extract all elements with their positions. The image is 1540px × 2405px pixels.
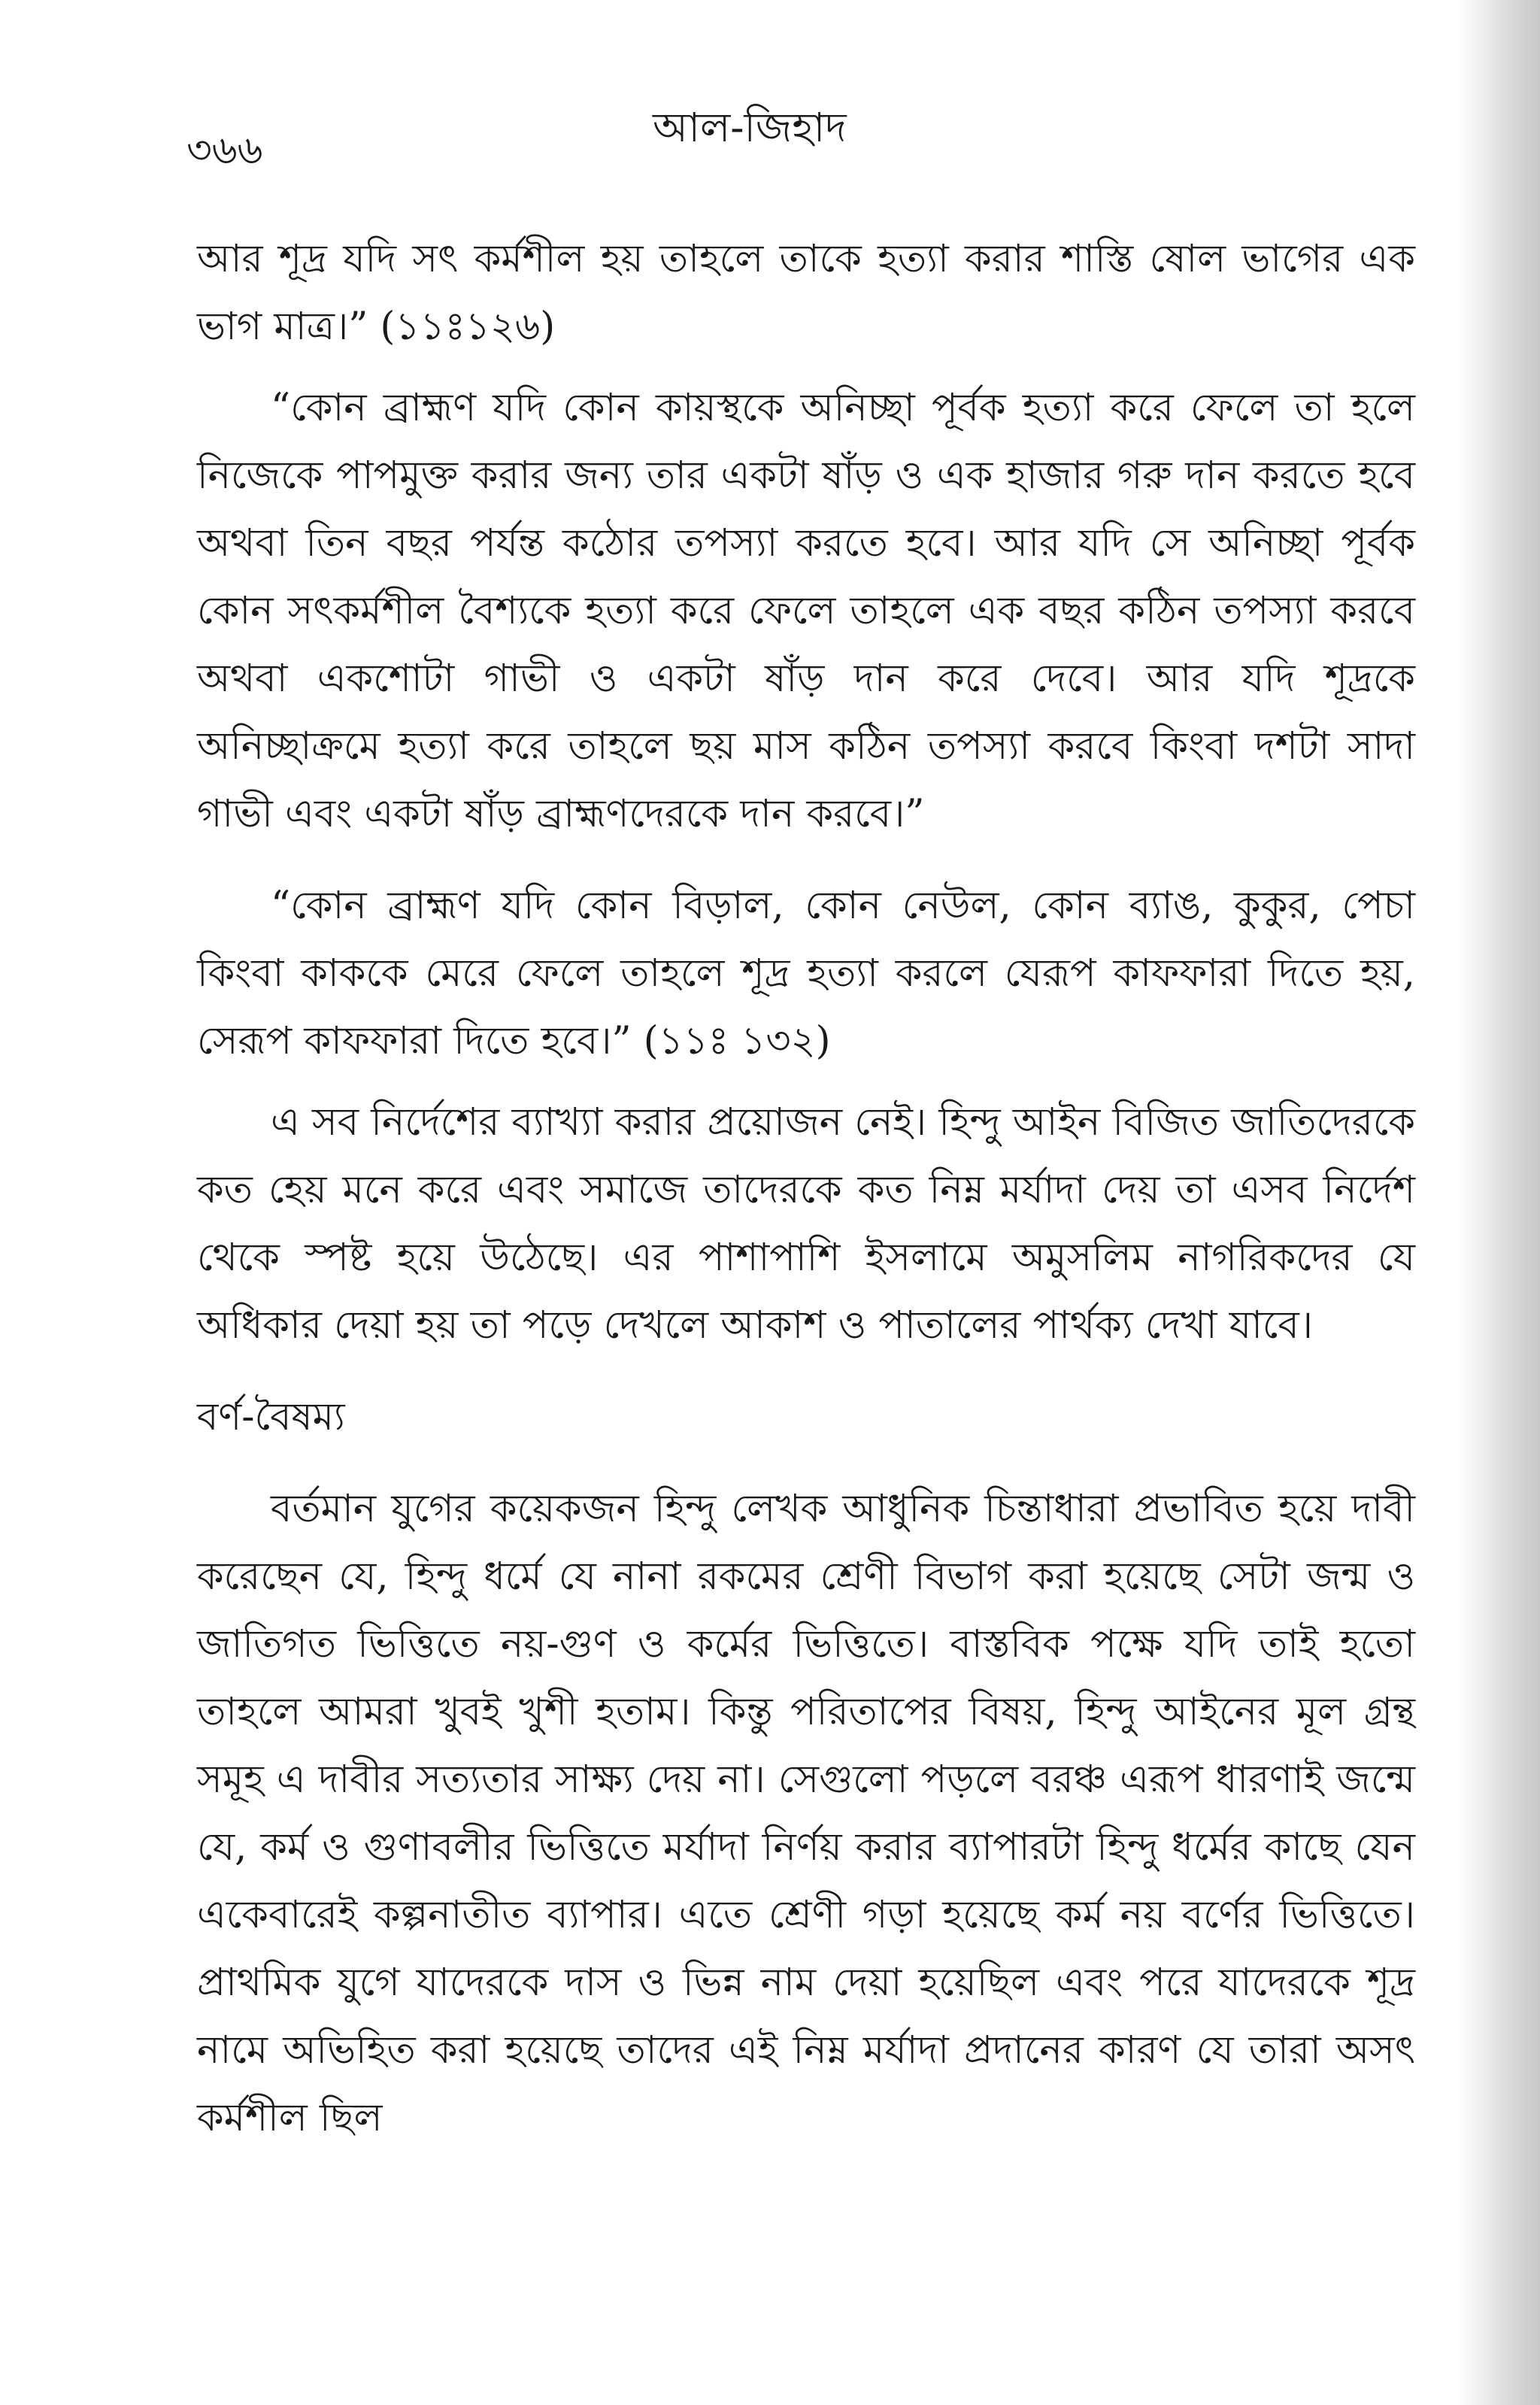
paragraph-quote-animals: “কোন ব্রাহ্মণ যদি কোন বিড়াল, কোন নেউল, কোন ব্যাঙ, কুকুর, পেচা কিংবা কাককে মেরে ফেলে তাহলে শূদ্র হত্যা করলে যেরূপ কাফফারা দিতে হয়, সেরূপ কাফফারা দিতে হবে।” (১১ঃ ১৩২) <box>197 884 1415 1063</box>
paragraph-continuation: আর শূদ্র যদি সৎ কর্মশীল হয় তাহলে তাকে হত্যা করার শাস্তি ষোল ভাগের এক ভাগ মাত্র।” (১১ঃ১২৬) <box>197 237 1415 349</box>
paragraph-quote-kayastha: “কোন ব্রাহ্মণ যদি কোন কায়স্থকে অনিচ্ছা পূর্বক হত্যা করে ফেলে তা হলে নিজেকে পাপমুক্ত করার জন্য তার একটা ষাঁড় ও এক হাজার গরু দান করতে হবে অথবা তিন বছর পর্যন্ত কঠোর তপস্যা করতে হবে। আর যদি সে অনিচ্ছা পূর্বক কোন সৎকর্মশীল বৈশ্যকে হত্যা করে ফেলে তাহলে এক বছর কঠিন তপস্যা করবে অথবা একশোটা গাভী ও একটা ষাঁড় দান করে দেবে। আর যদি শূদ্রকে অনিচ্ছাক্রমে হত্যা করে তাহলে ছয় মাস কঠিন তপস্যা করবে কিংবা দশটা সাদা গাভী এবং একটা ষাঁড় ব্রাহ্মণদেরকে দান করবে।” <box>197 386 1415 836</box>
running-title: আল-জিহাদ <box>653 104 847 151</box>
page-header <box>0 98 1540 173</box>
section-heading: বর্ণ-বৈষম্য <box>197 1395 345 1439</box>
paragraph-commentary: এ সব নির্দেশের ব্যাখ্যা করার প্রয়োজন নেই। হিন্দু আইন বিজিত জাতিদেরকে কত হেয় মনে করে এবং সমাজে তাদেরকে কত নিম্ন মর্যাদা দেয় তা এসব নির্দেশ থেকে স্পষ্ট হয়ে উঠেছে। এর পাশাপাশি ইসলামে অমুসলিম নাগরিকদের যে অধিকার দেয়া হয় তা পড়ে দেখলে আকাশ ও পাতালের পার্থক্য দেখা যাবে। <box>197 1100 1416 1348</box>
paragraph-varna: বর্তমান যুগের কয়েকজন হিন্দু লেখক আধুনিক চিন্তাধারা প্রভাবিত হয়ে দাবী করেছেন যে, হিন্দু ধর্মে যে নানা রকমের শ্রেণী বিভাগ করা হয়েছে সেটা জন্ম ও জাতিগত ভিত্তিতে নয়-গুণ ও কর্মের ভিত্তিতে। বাস্তবিক পক্ষে যদি তাই হতো তাহলে আমরা খুবই খুশী হতাম। কিন্তু পরিতাপের বিষয়, হিন্দু আইনের মূল গ্রন্থ সমূহ এ দাবীর সত্যতার সাক্ষ্য দেয় না। সেগুলো পড়লে বরঞ্চ এরূপ ধারণাই জন্মে যে, কর্ম ও গুণাবলীর ভিত্তিতে মর্যাদা নির্ণয় করার ব্যাপারটা হিন্দু ধর্মের কাছে যেন একেবারেই কল্পনাতীত ব্যাপার। এতে শ্রেণী গড়া হয়েছে কর্ম নয় বর্ণের ভিত্তিতে। প্রাথমিক যুগে যাদেরকে দাস ও ভিন্ন নাম দেয়া হয়েছিল এবং পরে যাদেরকে শূদ্র নামে অভিহিত করা হয়েছে তাদের এই নিম্ন মর্যাদা প্রদানের কারণ যে তারা অসৎ কর্মশীল ছিল <box>197 1487 1415 2140</box>
page-body <box>197 226 1415 2152</box>
page-edge-shadow <box>1457 0 1540 2405</box>
page-number: ৩৬৬ <box>186 128 263 173</box>
